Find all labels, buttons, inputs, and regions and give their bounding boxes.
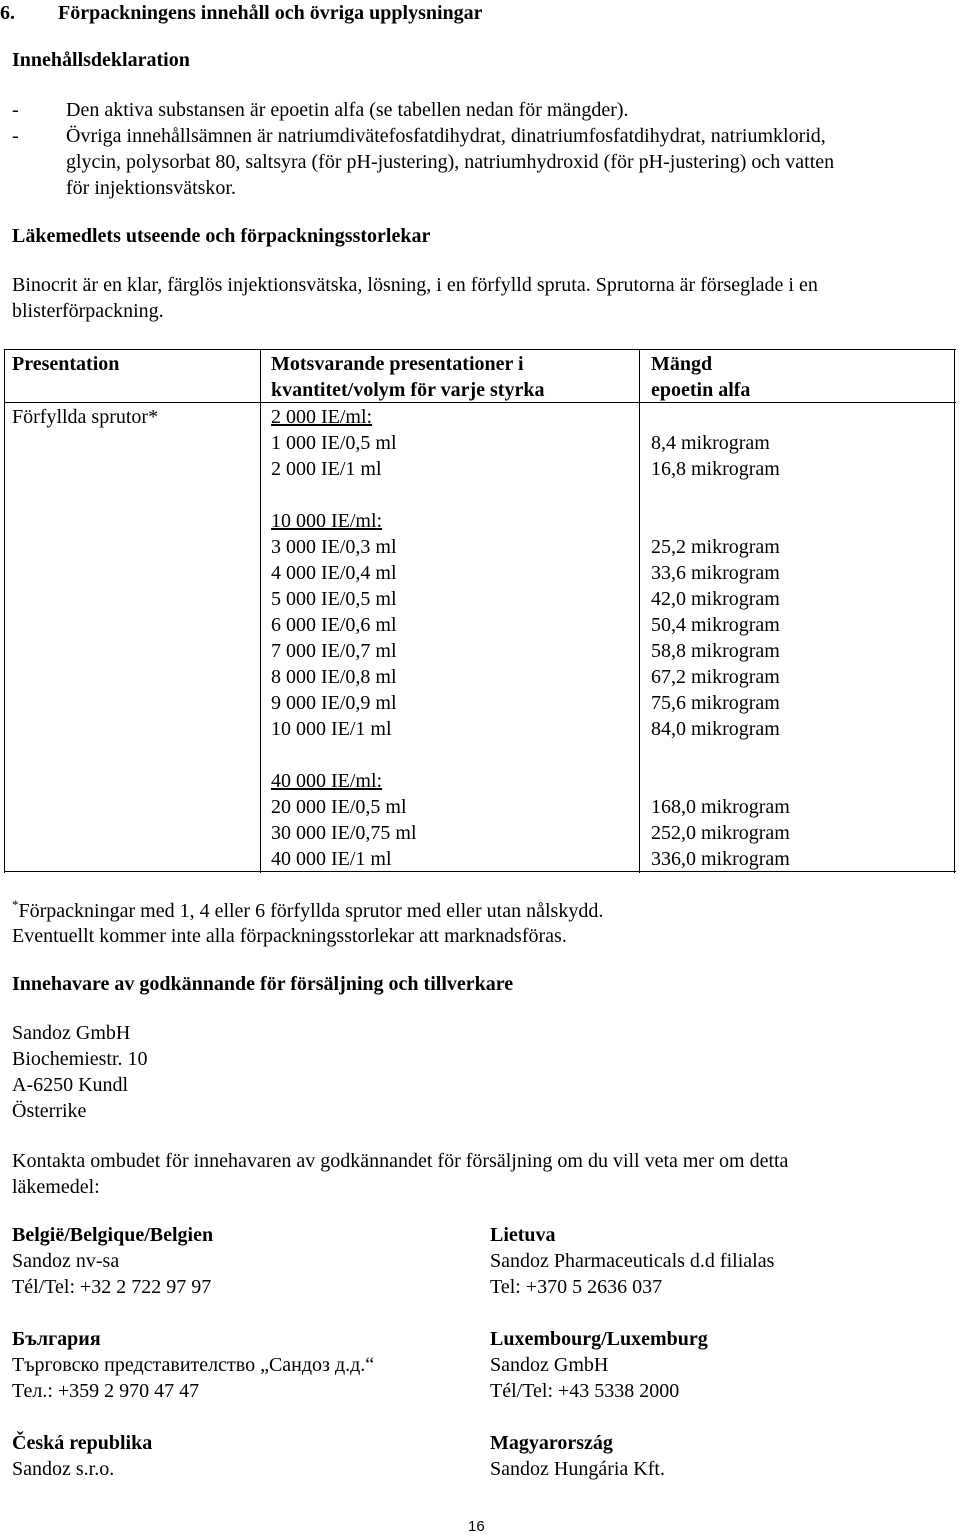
dose-cell: 6 000 IE/0,6 ml bbox=[271, 614, 397, 636]
table-header-presentation: Presentation bbox=[12, 353, 120, 375]
table-column-divider bbox=[260, 349, 261, 873]
country-name: België/Belgique/Belgien bbox=[12, 1224, 214, 1246]
dose-cell: 3 000 IE/0,3 ml bbox=[271, 536, 397, 558]
table-header-equivalent: kvantitet/volym för varje styrka bbox=[271, 379, 545, 401]
amount-cell: 42,0 mikrogram bbox=[651, 588, 780, 610]
country-line: Търговско представителство „Сандоз д.д.“ bbox=[12, 1354, 375, 1376]
dose-cell: 10 000 IE/1 ml bbox=[271, 718, 392, 740]
amount-cell: 168,0 mikrogram bbox=[651, 796, 790, 818]
table-border-bottom bbox=[4, 871, 956, 872]
section-number: 6. bbox=[0, 2, 15, 24]
dose-cell: 9 000 IE/0,9 ml bbox=[271, 692, 397, 714]
section-title-text: Förpackningens innehåll och övriga upplysningar bbox=[58, 2, 483, 24]
amount-cell: 25,2 mikrogram bbox=[651, 536, 780, 558]
table-header-equivalent: Motsvarande presentationer i bbox=[271, 353, 524, 375]
amount-cell: 58,8 mikrogram bbox=[651, 640, 780, 662]
bullet-mark: - bbox=[12, 125, 19, 147]
country-name: Magyarország bbox=[490, 1432, 613, 1454]
country-name: Česká republika bbox=[12, 1432, 153, 1454]
contact-line: läkemedel: bbox=[12, 1176, 100, 1198]
table-border-left bbox=[4, 349, 5, 873]
dose-cell: 1 000 IE/0,5 ml bbox=[271, 432, 397, 454]
appearance-line: Binocrit är en klar, färglös injektionsvätska, lösning, i en förfylld spruta. Sprutorna är förseglade i en bbox=[12, 274, 818, 296]
country-line: Sandoz GmbH bbox=[490, 1354, 609, 1376]
amount-cell: 16,8 mikrogram bbox=[651, 458, 780, 480]
country-line: Sandoz nv-sa bbox=[12, 1250, 120, 1272]
amount-cell: 67,2 mikrogram bbox=[651, 666, 780, 688]
country-name: Luxembourg/Luxemburg bbox=[490, 1328, 708, 1350]
holder-address-line: A-6250 Kundl bbox=[12, 1074, 129, 1096]
strength-heading: 10 000 IE/ml: bbox=[271, 510, 383, 532]
declaration-bullet-2-line: glycin, polysorbat 80, saltsyra (för pH-justering), natriumhydroxid (för pH-justering) och vatten bbox=[66, 151, 835, 173]
amount-cell: 8,4 mikrogram bbox=[651, 432, 770, 454]
table-border-top bbox=[4, 349, 956, 350]
declaration-bullet-2-line: Övriga innehållsämnen är natriumdivätefosfatdihydrat, dinatriumfosfatdihydrat, natriumklorid, bbox=[66, 125, 826, 147]
dose-cell: 7 000 IE/0,7 ml bbox=[271, 640, 397, 662]
page-number: 16 bbox=[468, 1518, 485, 1535]
holder-heading: Innehavare av godkännande för försäljning och tillverkare bbox=[12, 973, 514, 995]
country-line: Sandoz Pharmaceuticals d.d filialas bbox=[490, 1250, 775, 1272]
section-title bbox=[0, 0, 483, 26]
bullet-mark: - bbox=[12, 99, 19, 121]
dose-cell: 2 000 IE/1 ml bbox=[271, 458, 382, 480]
appearance-line: blisterförpackning. bbox=[12, 300, 164, 322]
table-header-amount: epoetin alfa bbox=[651, 379, 751, 401]
dose-cell: 8 000 IE/0,8 ml bbox=[271, 666, 397, 688]
strength-heading: 2 000 IE/ml: bbox=[271, 406, 373, 428]
declaration-heading: Innehållsdeklaration bbox=[12, 49, 190, 71]
table-column-divider bbox=[639, 349, 640, 873]
declaration-bullet-1: Den aktiva substansen är epoetin alfa (se tabellen nedan för mängder). bbox=[66, 99, 629, 121]
holder-address-line: Österrike bbox=[12, 1100, 87, 1122]
amount-cell: 50,4 mikrogram bbox=[651, 614, 780, 636]
dose-cell: 5 000 IE/0,5 ml bbox=[271, 588, 397, 610]
dose-cell: 40 000 IE/1 ml bbox=[271, 848, 392, 870]
amount-cell: 252,0 mikrogram bbox=[651, 822, 790, 844]
country-line: Tél/Tel: +32 2 722 97 97 bbox=[12, 1276, 212, 1298]
declaration-bullet-2-line: för injektionsvätskor. bbox=[66, 177, 236, 199]
footnote-text: Förpackningar med 1, 4 eller 6 förfyllda sprutor med eller utan nålskydd. bbox=[18, 900, 604, 922]
dose-cell: 4 000 IE/0,4 ml bbox=[271, 562, 397, 584]
country-line: Тел.: +359 2 970 47 47 bbox=[12, 1380, 200, 1402]
country-name: България bbox=[12, 1328, 101, 1350]
contact-line: Kontakta ombudet för innehavaren av godkännandet för försäljning om du vill veta mer om detta bbox=[12, 1150, 789, 1172]
dose-cell: 30 000 IE/0,75 ml bbox=[271, 822, 417, 844]
appearance-heading: Läkemedlets utseende och förpackningsstorlekar bbox=[12, 225, 431, 247]
amount-cell: 336,0 mikrogram bbox=[651, 848, 790, 870]
holder-address-line: Biochemiestr. 10 bbox=[12, 1048, 148, 1070]
country-name: Lietuva bbox=[490, 1224, 556, 1246]
country-line: Tél/Tel: +43 5338 2000 bbox=[490, 1380, 680, 1402]
amount-cell: 75,6 mikrogram bbox=[651, 692, 780, 714]
country-line: Sandoz s.r.o. bbox=[12, 1458, 115, 1480]
country-line: Sandoz Hungária Kft. bbox=[490, 1458, 665, 1480]
strength-heading: 40 000 IE/ml: bbox=[271, 770, 383, 792]
dose-cell: 20 000 IE/0,5 ml bbox=[271, 796, 407, 818]
table-header-amount: Mängd bbox=[651, 353, 713, 375]
table-border-right bbox=[954, 349, 955, 873]
holder-address-line: Sandoz GmbH bbox=[12, 1022, 131, 1044]
amount-cell: 33,6 mikrogram bbox=[651, 562, 780, 584]
country-line: Tel: +370 5 2636 037 bbox=[490, 1276, 663, 1298]
table-cell-presentation: Förfyllda sprutor* bbox=[12, 406, 159, 428]
footnote-line-2: Eventuellt kommer inte alla förpackningsstorlekar att marknadsföras. bbox=[12, 925, 567, 947]
footnote-line-1 bbox=[12, 898, 603, 924]
presentation-table bbox=[4, 349, 956, 873]
amount-cell: 84,0 mikrogram bbox=[651, 718, 780, 740]
footnote-mark: * bbox=[12, 897, 19, 912]
